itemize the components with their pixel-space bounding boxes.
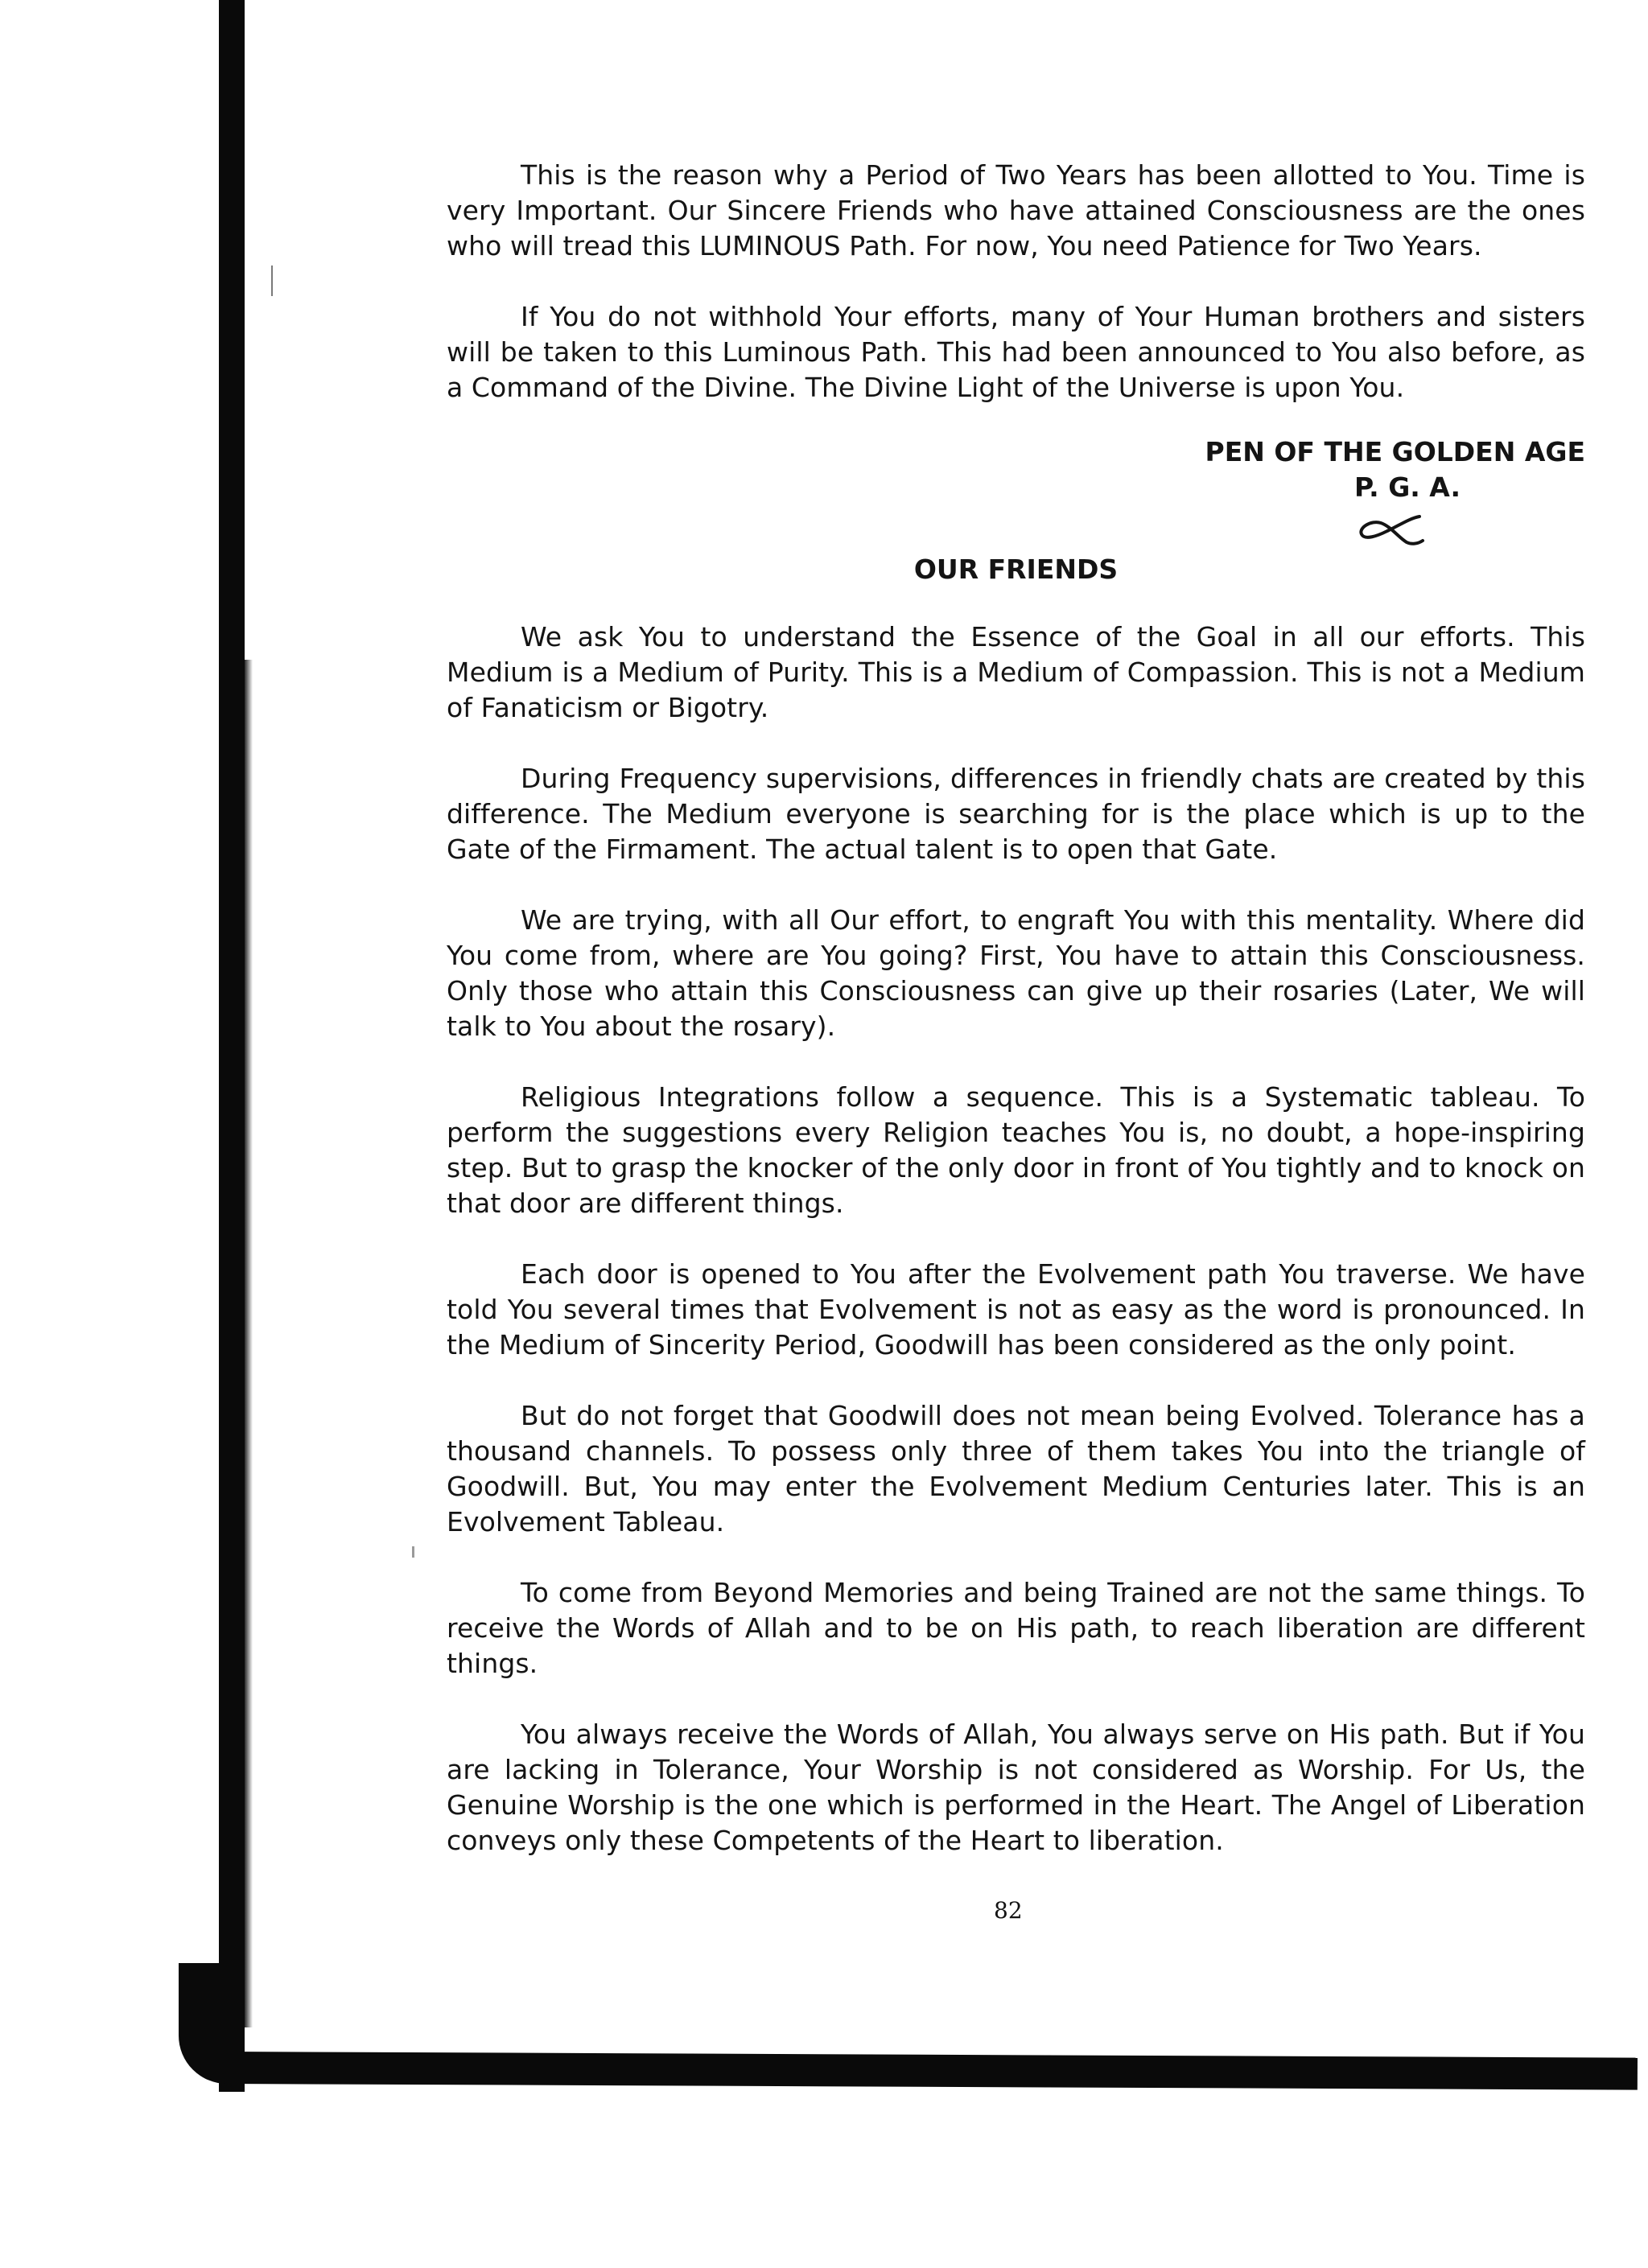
- paragraph: During Frequency supervisions, differences in friendly chats are created by this difference. The Medium everyone is searching for is the place which is up to the Gate of the Firmament. The actual talent is to open that Gate.: [447, 763, 1585, 865]
- paragraph: This is the reason why a Period of Two Years has been allotted to You. Time is very Important. Our Sincere Friends who have attained Consciousness are the ones who will tread this LUMINOUS Path. For now, You need Patience for Two Years.: [447, 159, 1585, 261]
- scan-mark: [271, 265, 273, 296]
- signature-block: [447, 434, 1585, 547]
- signature-abbreviation: P. G. A.: [1354, 471, 1461, 503]
- scan-mark: [412, 1546, 414, 1558]
- infinity-signature-icon: [1353, 507, 1426, 547]
- paragraph: But do not forget that Goodwill does not mean being Evolved. Tolerance has a thousand channels. To possess only three of them takes You into the triangle of Goodwill. But, You may enter the Evolvement Medium Centuries later. This is an Evolvement Tableau.: [447, 1400, 1585, 1537]
- signature-title: PEN OF THE GOLDEN AGE: [1205, 436, 1585, 467]
- paragraph: If You do not withhold Your efforts, many of Your Human brothers and sisters will be taken to this Luminous Path. This had been announced to You also before, as a Command of the Divine. The Divine Light of the Universe is upon You.: [447, 301, 1585, 403]
- bottom-scan-border: [225, 2052, 1638, 2090]
- paragraph: Each door is opened to You after the Evolvement path You traverse. We have told You several times that Evolvement is not as easy as the word is pronounced. In the Medium of Sincerity Period, Goodwill has been considered as the only point.: [447, 1258, 1585, 1360]
- page-body: [447, 158, 1585, 1894]
- book-spine-shadow: [219, 0, 245, 2092]
- paragraph: We ask You to understand the Essence of the Goal in all our efforts. This Medium is a Medium of Purity. This is a Medium of Compassion. This is not a Medium of Fanaticism or Bigotry.: [447, 621, 1585, 723]
- paragraph: You always receive the Words of Allah, You always serve on His path. But if You are lacking in Tolerance, Your Worship is not considered as Worship. For Us, the Genuine Worship is the one which is performed in the Heart. The Angel of Liberation conveys only these Competents of the Heart to liberation.: [447, 1718, 1585, 1856]
- spine-gradient: [245, 660, 253, 2027]
- paragraph: To come from Beyond Memories and being Trained are not the same things. To receive the Words of Allah and to be on His path, to reach liberation are different things.: [447, 1577, 1585, 1679]
- section-heading: OUR FRIENDS: [913, 554, 1119, 585]
- page-number: 82: [994, 1897, 1023, 1924]
- paragraph: Religious Integrations follow a sequence. This is a Systematic tableau. To perform the suggestions every Religion teaches You is, no doubt, a hope-inspiring step. But to grasp the knocker of the only door in front of You tightly and to knock on that door are different things.: [447, 1081, 1585, 1219]
- paragraph: We are trying, with all Our effort, to engraft You with this mentality. Where did You come from, where are You going? First, You have to attain this Consciousness. Only those who attain this Consciousness can give up their rosaries (Later, We will talk to You about the rosary).: [447, 904, 1585, 1042]
